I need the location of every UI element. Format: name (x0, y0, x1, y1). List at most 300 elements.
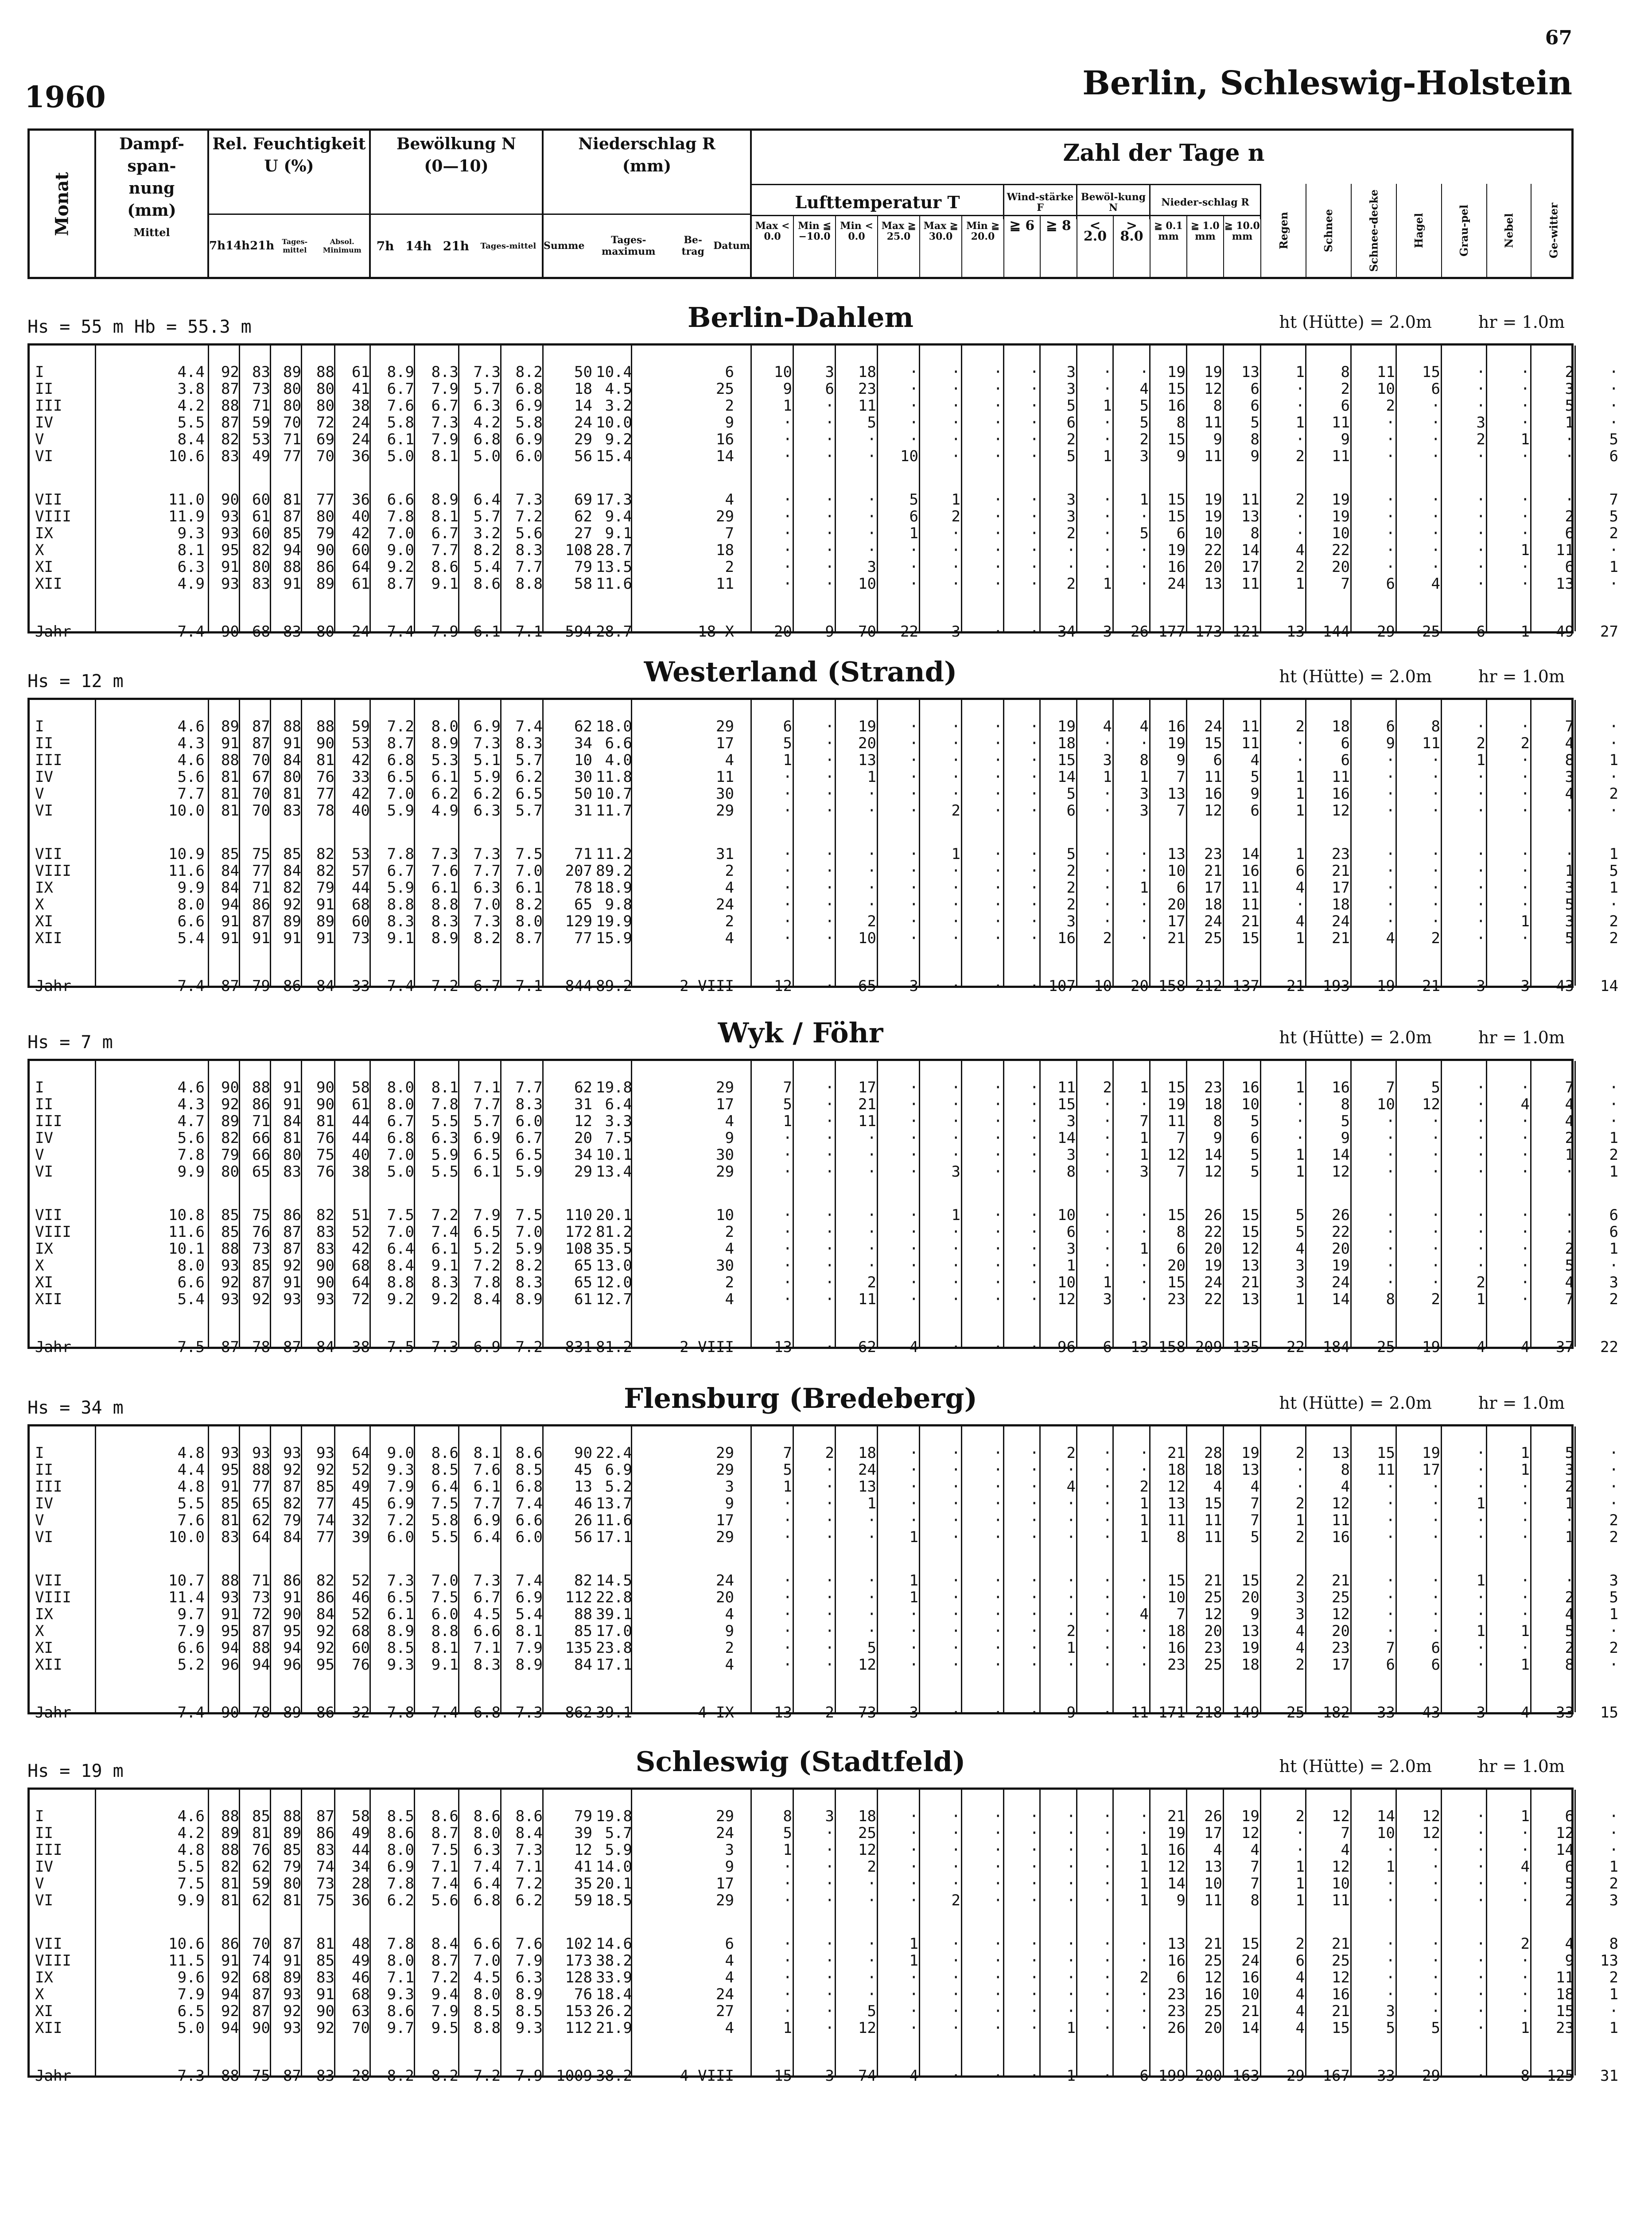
day-count: · (951, 785, 960, 803)
day-count: · (1386, 785, 1395, 803)
day-count: · (1476, 380, 1485, 398)
day-count: 2 (1476, 1274, 1485, 1291)
day-count: 25 (1332, 1589, 1350, 1606)
day-count: 20 (1204, 2019, 1222, 2037)
day-count: · (951, 1656, 960, 1674)
cloud-value: 6.3 (473, 879, 501, 897)
day-count: · (1520, 491, 1530, 509)
vapour-pressure: 10.0 (168, 802, 205, 820)
cloud-value: 6.0 (431, 1605, 459, 1623)
day-count: · (1386, 1572, 1395, 1589)
cloud-value: 8.9 (431, 491, 459, 509)
month-row-month: I (35, 363, 44, 381)
cloud-value: 7.4 (431, 1704, 459, 1721)
day-count: · (1030, 1858, 1039, 1876)
station-name: Schleswig (Stadtfeld) (635, 1745, 966, 1778)
day-count: 1 (1565, 862, 1574, 880)
day-count: 1 (1139, 1240, 1149, 1258)
day-count: · (1103, 2067, 1112, 2085)
day-count: · (951, 1986, 960, 2003)
day-count: 6 (1431, 1639, 1440, 1657)
cloud-value: 8.1 (515, 1622, 543, 1640)
day-count: · (1030, 1112, 1039, 1130)
precip-max: 12.7 (596, 1290, 632, 1308)
day-count: · (1139, 1824, 1149, 1842)
day-count: 1 (1139, 491, 1149, 509)
day-count: 3 (1295, 1605, 1305, 1623)
day-count: · (993, 1461, 1003, 1479)
day-count: 16 (1241, 862, 1259, 880)
day-count: · (1431, 2002, 1440, 2020)
humidity-value: 82 (252, 541, 270, 559)
day-count: 15 (1241, 929, 1259, 947)
cloud-value: 7.2 (431, 1969, 459, 1986)
day-count: · (825, 1495, 834, 1512)
day-count: 3 (1103, 751, 1112, 769)
humidity-value: 87 (221, 1338, 239, 1356)
day-count: · (1103, 785, 1112, 803)
precip-max: 11.8 (596, 768, 632, 786)
station-rain-gauge-height: hr = 1.0m (1478, 1393, 1565, 1413)
cloud-value: 7.4 (515, 718, 543, 735)
humidity-value: 86 (316, 1589, 334, 1606)
day-count: 26 (1332, 1206, 1350, 1224)
humidity-value: 81 (221, 1512, 239, 1529)
humidity-value: 91 (316, 1986, 334, 2003)
cloud-value: 9.3 (515, 2019, 543, 2037)
day-count: 2 (1295, 1528, 1305, 1546)
day-count: 1 (1520, 623, 1530, 641)
day-count: · (1295, 1824, 1305, 1842)
humidity-value: 81 (283, 785, 301, 803)
humidity-value: 77 (316, 785, 334, 803)
day-count: · (1103, 1461, 1112, 1479)
precip-sum: 108 (565, 541, 592, 559)
humidity-value: 84 (283, 1112, 301, 1130)
day-count: · (1030, 2067, 1039, 2085)
day-count: · (1476, 913, 1485, 930)
day-count: 17 (1422, 1461, 1440, 1479)
day-count: · (909, 1146, 918, 1164)
day-count: 13 (1241, 1622, 1259, 1640)
day-count: 11 (1241, 879, 1259, 897)
day-count: · (1476, 541, 1485, 559)
day-count: 12 (1332, 1605, 1350, 1623)
day-count: · (909, 1858, 918, 1876)
day-count: 20 (1332, 558, 1350, 576)
day-count: · (1476, 1986, 1485, 2003)
humidity-value: 42 (352, 1240, 370, 1258)
cloud-value: 6.7 (473, 1589, 501, 1606)
day-count: · (825, 1605, 834, 1623)
precip-max: 15.4 (596, 447, 632, 465)
day-count: · (993, 447, 1003, 465)
day-count: 6 (1250, 380, 1259, 398)
cloud-value: 5.6 (515, 525, 543, 542)
day-count: 5 (1609, 862, 1618, 880)
vapour-pressure: 10.8 (168, 1206, 205, 1224)
day-count: 21 (1332, 1935, 1350, 1953)
day-count: · (1476, 1129, 1485, 1147)
day-count: · (1431, 1478, 1440, 1496)
day-count: · (825, 1338, 834, 1356)
day-count: 17 (858, 1079, 876, 1096)
humidity-value: 81 (221, 1892, 239, 1909)
day-count: 21 (1204, 862, 1222, 880)
humidity-value: 93 (252, 1444, 270, 1462)
day-count: · (1431, 1240, 1440, 1258)
day-count: 1 (1139, 768, 1149, 786)
day-count: · (825, 1206, 834, 1224)
day-count: · (825, 977, 834, 995)
day-count: 3 (1565, 380, 1574, 398)
day-count: · (951, 397, 960, 415)
day-count: 7 (1176, 1605, 1186, 1623)
humidity-value: 92 (316, 1461, 334, 1479)
day-count: 22 (1332, 541, 1350, 559)
day-count: · (1609, 734, 1618, 752)
precip-date: 2 (725, 862, 734, 880)
day-count: · (993, 785, 1003, 803)
cloud-value: 6.1 (473, 1163, 501, 1181)
day-count: 7 (1386, 1079, 1395, 1096)
day-count: · (909, 1622, 918, 1640)
day-count: 1 (909, 525, 918, 542)
day-count: · (1030, 1986, 1039, 2003)
day-count: · (1520, 1257, 1530, 1275)
humidity-value: 81 (221, 1875, 239, 1892)
day-count: · (1609, 1824, 1618, 1842)
day-count: 12 (858, 1841, 876, 1859)
day-count: · (993, 1478, 1003, 1496)
vapour-pressure: 8.0 (177, 896, 205, 913)
day-count: · (1295, 1478, 1305, 1496)
day-count: 4 (1386, 929, 1395, 947)
humidity-value: 61 (252, 508, 270, 525)
humidity-value: 71 (252, 397, 270, 415)
day-count: 6 (1609, 447, 1618, 465)
cloud-value: 7.7 (515, 1079, 543, 1096)
station-elevation: Hs = 34 m (27, 1398, 124, 1418)
day-count: 6 (1176, 1240, 1186, 1258)
day-count: 6 (909, 508, 918, 525)
day-count: 2 (1609, 1528, 1618, 1546)
humidity-value: 66 (252, 1146, 270, 1164)
precip-max: 18.0 (596, 718, 632, 735)
day-count: 5 (1139, 397, 1149, 415)
day-count: 16 (1167, 558, 1186, 576)
day-count: · (1431, 802, 1440, 820)
day-count: 4 (1520, 1338, 1530, 1356)
precip-max: 19.8 (596, 1807, 632, 1825)
day-count: 16 (1204, 785, 1222, 803)
humidity-value: 91 (221, 734, 239, 752)
day-count: 11 (1204, 768, 1222, 786)
day-count: · (867, 491, 876, 509)
day-count: 7 (1176, 1129, 1186, 1147)
day-count: · (1103, 1605, 1112, 1623)
day-count: 26 (1204, 1206, 1222, 1224)
day-count: 23 (1332, 845, 1350, 863)
day-count: 6 (1176, 879, 1186, 897)
day-count: · (951, 1338, 960, 1356)
header-bewoelkung: Bewölkung N (0—10) 7h 14h 21h Tages-mittel (371, 131, 544, 277)
precip-max: 13.5 (596, 558, 632, 576)
vapour-pressure: 9.6 (177, 1969, 205, 1986)
cloud-value: 7.7 (473, 1096, 501, 1113)
day-count: 11 (1204, 1892, 1222, 1909)
day-count: · (951, 1444, 960, 1462)
day-count: 1 (1295, 363, 1305, 381)
cloud-value: 6.8 (515, 380, 543, 398)
cloud-value: 8.5 (515, 1461, 543, 1479)
day-count: · (1030, 1512, 1039, 1529)
precip-max: 6.9 (605, 1461, 632, 1479)
day-count: · (825, 1129, 834, 1147)
day-count: · (1431, 879, 1440, 897)
day-count: 7 (1176, 768, 1186, 786)
cloud-value: 8.2 (387, 2067, 414, 2085)
humidity-value: 86 (252, 896, 270, 913)
day-count: · (1386, 1605, 1395, 1623)
vapour-pressure: 7.5 (177, 1338, 205, 1356)
day-count: 26 (1131, 623, 1149, 641)
day-count: · (1431, 1622, 1440, 1640)
day-count: 14 (1332, 1290, 1350, 1308)
day-count: 17 (1332, 1656, 1350, 1674)
station-data-grid (27, 1788, 1618, 2085)
day-count: 5 (1250, 1146, 1259, 1164)
day-count: 2 (1139, 431, 1149, 448)
station-data-grid (27, 1059, 1618, 1356)
humidity-value: 91 (283, 1952, 301, 1970)
humidity-value: 76 (316, 768, 334, 786)
day-count: 23 (1167, 1656, 1186, 1674)
day-count: · (1520, 1572, 1530, 1589)
day-count: · (1431, 1274, 1440, 1291)
day-count: 1 (1476, 1572, 1485, 1589)
day-count: 3 (1609, 1274, 1618, 1291)
day-count: 7 (783, 1444, 792, 1462)
day-count: 3 (1520, 977, 1530, 995)
day-count: · (783, 1605, 792, 1623)
humidity-value: 91 (221, 913, 239, 930)
day-count: 107 (1048, 977, 1076, 995)
humidity-value: 60 (352, 1639, 370, 1657)
day-count: 1 (783, 751, 792, 769)
cloud-value: 6.3 (515, 1969, 543, 1986)
day-count: · (783, 1935, 792, 1953)
precip-sum: 41 (574, 1858, 592, 1876)
day-count: 15 (1057, 751, 1076, 769)
day-count: 70 (858, 623, 876, 641)
day-count: 1 (867, 1495, 876, 1512)
cloud-value: 5.9 (515, 1163, 543, 1181)
precip-max: 39.1 (596, 1704, 632, 1721)
humidity-value: 88 (221, 1807, 239, 1825)
day-count: · (1030, 508, 1039, 525)
cloud-value: 6.8 (387, 1129, 414, 1147)
day-count: 24 (1167, 575, 1186, 593)
cloud-value: 8.1 (431, 1639, 459, 1657)
day-count: 5 (783, 734, 792, 752)
day-count: 22 (1204, 541, 1222, 559)
day-count: · (993, 558, 1003, 576)
day-count: 3 (1386, 2002, 1395, 2020)
humidity-value: 90 (316, 541, 334, 559)
day-count: 6 (1176, 525, 1186, 542)
station-header (27, 1014, 1574, 1059)
day-count: · (1139, 575, 1149, 593)
day-count: · (1030, 447, 1039, 465)
day-count: · (951, 1257, 960, 1275)
day-count: · (825, 768, 834, 786)
day-count: 6 (1176, 1969, 1186, 1986)
cloud-value: 7.2 (515, 508, 543, 525)
day-count: 177 (1158, 623, 1186, 641)
precip-max: 19.9 (596, 913, 632, 930)
precip-date: 6 (725, 363, 734, 381)
humidity-value: 90 (221, 1079, 239, 1096)
day-count: 17 (1241, 558, 1259, 576)
day-count: 13 (1241, 1461, 1259, 1479)
day-count: · (993, 414, 1003, 431)
day-count: · (993, 896, 1003, 913)
day-count: · (1520, 1528, 1530, 1546)
day-count: · (1386, 541, 1395, 559)
humidity-value: 80 (316, 508, 334, 525)
precip-sum: 1009 (556, 2067, 592, 2085)
cloud-value: 7.3 (431, 414, 459, 431)
cloud-value: 6.7 (387, 1112, 414, 1130)
station-header (27, 299, 1574, 343)
day-count: · (993, 1589, 1003, 1606)
day-count: · (825, 734, 834, 752)
cloud-value: 7.3 (473, 913, 501, 930)
humidity-value: 44 (352, 1841, 370, 1859)
precip-date: 24 (716, 1824, 734, 1842)
day-count: · (993, 1858, 1003, 1876)
cloud-value: 6.0 (515, 447, 543, 465)
humidity-value: 73 (252, 1240, 270, 1258)
humidity-value: 90 (221, 623, 239, 641)
day-count: 5 (1066, 397, 1076, 415)
day-count: 23 (1167, 2002, 1186, 2020)
precip-max: 17.1 (596, 1528, 632, 1546)
day-count: · (867, 1935, 876, 1953)
day-count: · (909, 751, 918, 769)
day-count: 4 (1213, 1841, 1222, 1859)
day-count: · (825, 1841, 834, 1859)
humidity-value: 83 (283, 802, 301, 820)
humidity-value: 87 (252, 913, 270, 930)
day-count: 7 (1176, 1163, 1186, 1181)
day-count: · (1386, 1163, 1395, 1181)
day-count: · (1066, 1495, 1076, 1512)
cloud-value: 8.5 (431, 1461, 459, 1479)
humidity-value: 87 (283, 1935, 301, 1953)
day-count: 18 (1167, 1461, 1186, 1479)
humidity-value: 66 (252, 1129, 270, 1147)
day-count: · (1030, 1444, 1039, 1462)
day-count: 2 (1609, 525, 1618, 542)
humidity-value: 61 (352, 363, 370, 381)
day-count: · (1139, 1807, 1149, 1825)
humidity-value: 93 (283, 2019, 301, 2037)
day-count: 19 (1204, 363, 1222, 381)
day-count: 26 (1167, 2019, 1186, 2037)
month-row-month: XII (35, 1290, 62, 1308)
humidity-value: 82 (221, 1858, 239, 1876)
day-count: · (1431, 1589, 1440, 1606)
day-count: · (1386, 1223, 1395, 1241)
humidity-value: 74 (316, 1858, 334, 1876)
cloud-value: 7.3 (431, 845, 459, 863)
day-count: 14 (1556, 1841, 1574, 1859)
day-count: 21 (1167, 1807, 1186, 1825)
day-count: 1 (951, 845, 960, 863)
day-count: 5 (867, 1639, 876, 1657)
precip-max: 11.6 (596, 575, 632, 593)
humidity-value: 83 (283, 1163, 301, 1181)
day-count: · (1103, 2019, 1112, 2037)
day-count: · (1295, 431, 1305, 448)
cloud-value: 6.0 (515, 1112, 543, 1130)
humidity-value: 87 (252, 718, 270, 735)
day-count: · (909, 1986, 918, 2003)
day-count: · (783, 1639, 792, 1657)
cloud-value: 6.5 (515, 785, 543, 803)
day-count: · (1103, 1223, 1112, 1241)
day-count: 6 (1213, 751, 1222, 769)
day-count: · (909, 431, 918, 448)
humidity-value: 79 (252, 977, 270, 995)
humidity-value: 94 (221, 2019, 239, 2037)
day-count: · (825, 1274, 834, 1291)
day-count: 1 (1295, 1163, 1305, 1181)
day-count: 1 (1295, 1512, 1305, 1529)
humidity-value: 81 (221, 768, 239, 786)
day-count: · (783, 541, 792, 559)
day-count: 8 (1386, 1290, 1395, 1308)
day-count: · (1103, 1206, 1112, 1224)
day-count: 22 (1332, 1223, 1350, 1241)
cloud-value: 7.8 (473, 1274, 501, 1291)
station-rain-gauge-height: hr = 1.0m (1478, 667, 1565, 686)
day-count: · (993, 913, 1003, 930)
cloud-value: 6.5 (473, 1146, 501, 1164)
day-count: 20 (1332, 1240, 1350, 1258)
humidity-value: 60 (352, 541, 370, 559)
day-count: 193 (1322, 977, 1350, 995)
day-count: 15 (1600, 1704, 1618, 1721)
cloud-value: 6.0 (515, 1528, 543, 1546)
day-count: 1 (1520, 1444, 1530, 1462)
cloud-value: 8.4 (515, 1824, 543, 1842)
cloud-value: 5.0 (473, 447, 501, 465)
humidity-value: 86 (283, 977, 301, 995)
day-count: · (1066, 1892, 1076, 1909)
vapour-pressure: 8.0 (177, 1257, 205, 1275)
day-count: 1 (1520, 1622, 1530, 1640)
vapour-pressure: 6.6 (177, 1274, 205, 1291)
humidity-value: 92 (283, 896, 301, 913)
day-count: 8 (1250, 431, 1259, 448)
day-count: · (1103, 1240, 1112, 1258)
precip-sum: 59 (574, 1892, 592, 1909)
day-count: · (951, 1875, 960, 1892)
day-count: 23 (1204, 845, 1222, 863)
